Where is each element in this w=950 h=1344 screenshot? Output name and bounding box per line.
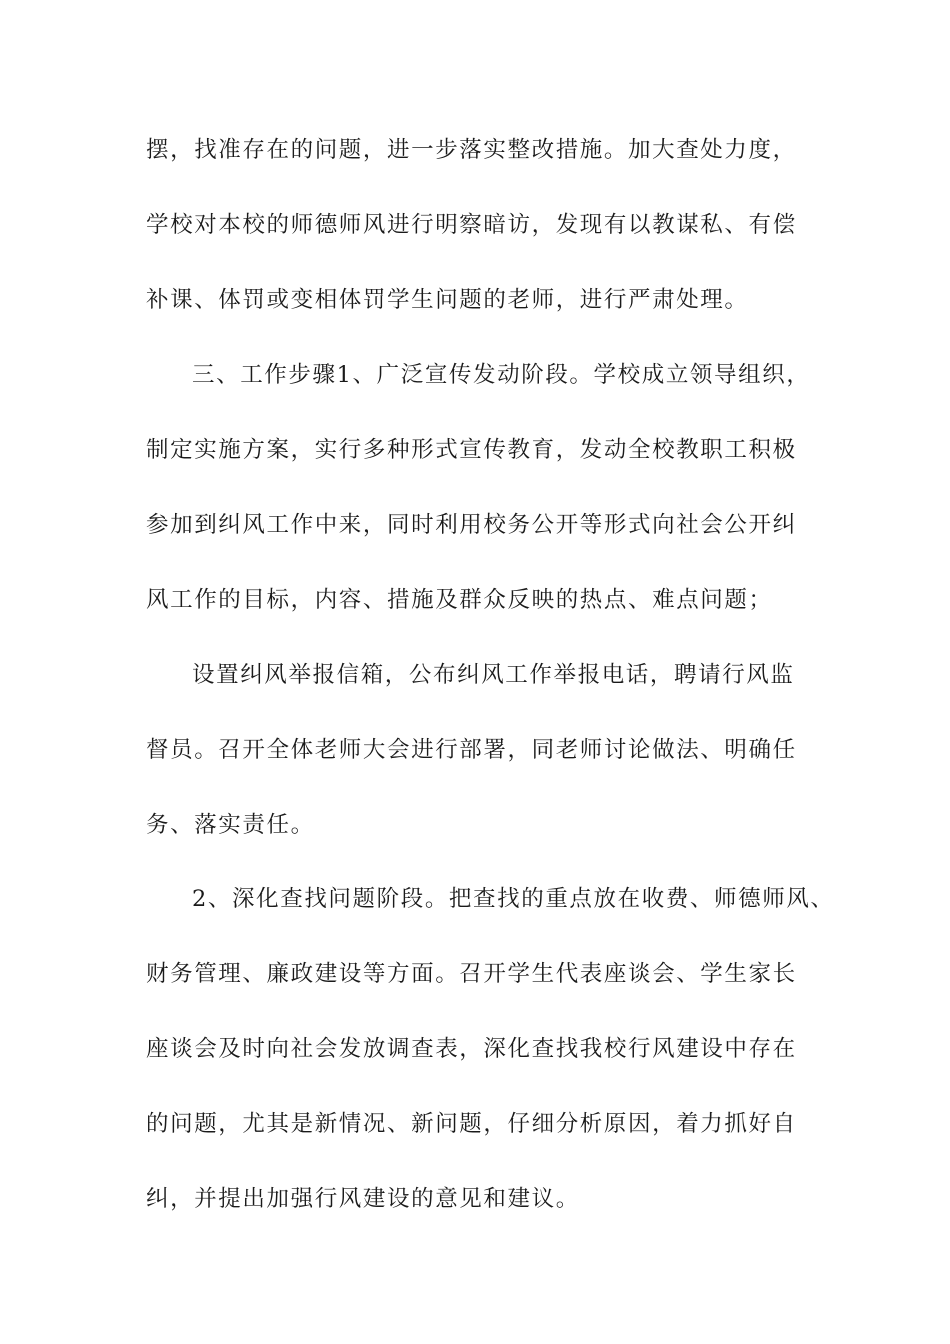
text-line: 补课、体罚或变相体罚学生问题的老师，进行严肃处理。 <box>146 287 749 313</box>
text-line: 务、落实责任。 <box>146 812 315 838</box>
paragraph-start-line: 三、工作步骤1、广泛宣传发动阶段。学校成立领导组织， <box>192 362 811 388</box>
text-line: 制定实施方案，实行多种形式宣传教育，发动全校教职工积极 <box>146 437 797 463</box>
text-line: 财务管理、廉政建设等方面。召开学生代表座谈会、学生家长 <box>146 961 797 987</box>
text-line: 参加到纠风工作中来，同时利用校务公开等形式向社会公开纠 <box>146 512 797 538</box>
text-line: 纠，并提出加强行风建设的意见和建议。 <box>146 1186 580 1212</box>
text-line: 摆，找准存在的问题，进一步落实整改措施。加大查处力度， <box>146 137 797 163</box>
paragraph-start-line: 2、深化查找问题阶段。把查找的重点放在收费、师德师风、 <box>192 886 835 912</box>
text-line: 的问题，尤其是新情况、新问题，仔细分析原因，着力抓好自 <box>146 1111 797 1137</box>
text-line: 学校对本校的师德师风进行明察暗访，发现有以教谋私、有偿 <box>146 212 797 238</box>
text-line: 座谈会及时向社会发放调查表，深化查找我校行风建设中存在 <box>146 1036 797 1062</box>
text-line: 风工作的目标，内容、措施及群众反映的热点、难点问题； <box>146 587 773 613</box>
paragraph-start-line: 设置纠风举报信箱，公布纠风工作举报电话，聘请行风监 <box>192 662 795 688</box>
text-line: 督员。召开全体老师大会进行部署，同老师讨论做法、明确任 <box>146 737 797 763</box>
